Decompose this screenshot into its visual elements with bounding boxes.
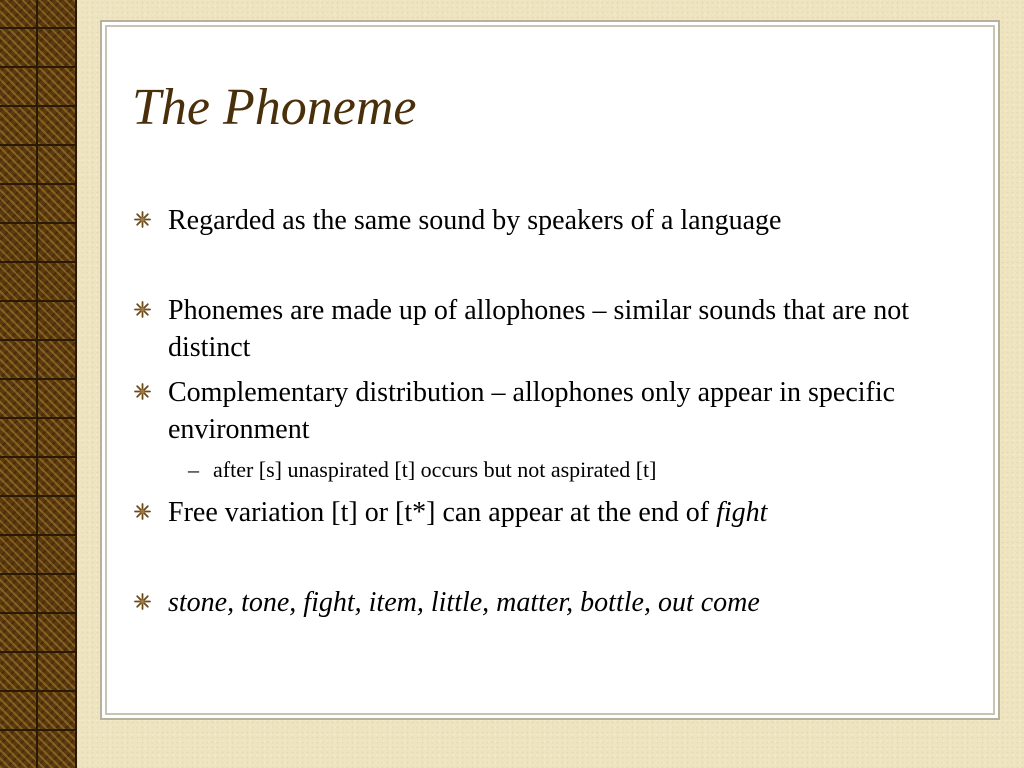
- dash-bullet: –: [188, 457, 199, 482]
- slide-title: The Phoneme: [132, 79, 417, 136]
- starburst-icon: [134, 383, 151, 400]
- bullet-text: Phonemes are made up of allophones – similar sounds that are not distinct: [168, 295, 910, 363]
- bullet-text-main: Free variation [t] or [t*] can appear at the end of: [168, 497, 717, 528]
- starburst-icon: [134, 301, 151, 318]
- bullet-text: Regarded as the same sound by speakers of a language: [168, 205, 782, 236]
- decorative-left-border: [0, 0, 77, 768]
- starburst-icon: [134, 503, 151, 520]
- sub-bullet-text: after [s] unaspirated [t] occurs but not aspirated [t]: [213, 457, 657, 482]
- bullet-text: stone, tone, fight, item, little, matter, bottle, out come: [168, 587, 760, 618]
- bullet-text: Complementary distribution – allophones only appear in specific environment: [168, 377, 896, 445]
- bullet-text: [168, 494, 988, 531]
- bullet-text-emphasis: fight: [716, 497, 768, 528]
- starburst-icon: [134, 211, 151, 228]
- starburst-icon: [134, 593, 151, 610]
